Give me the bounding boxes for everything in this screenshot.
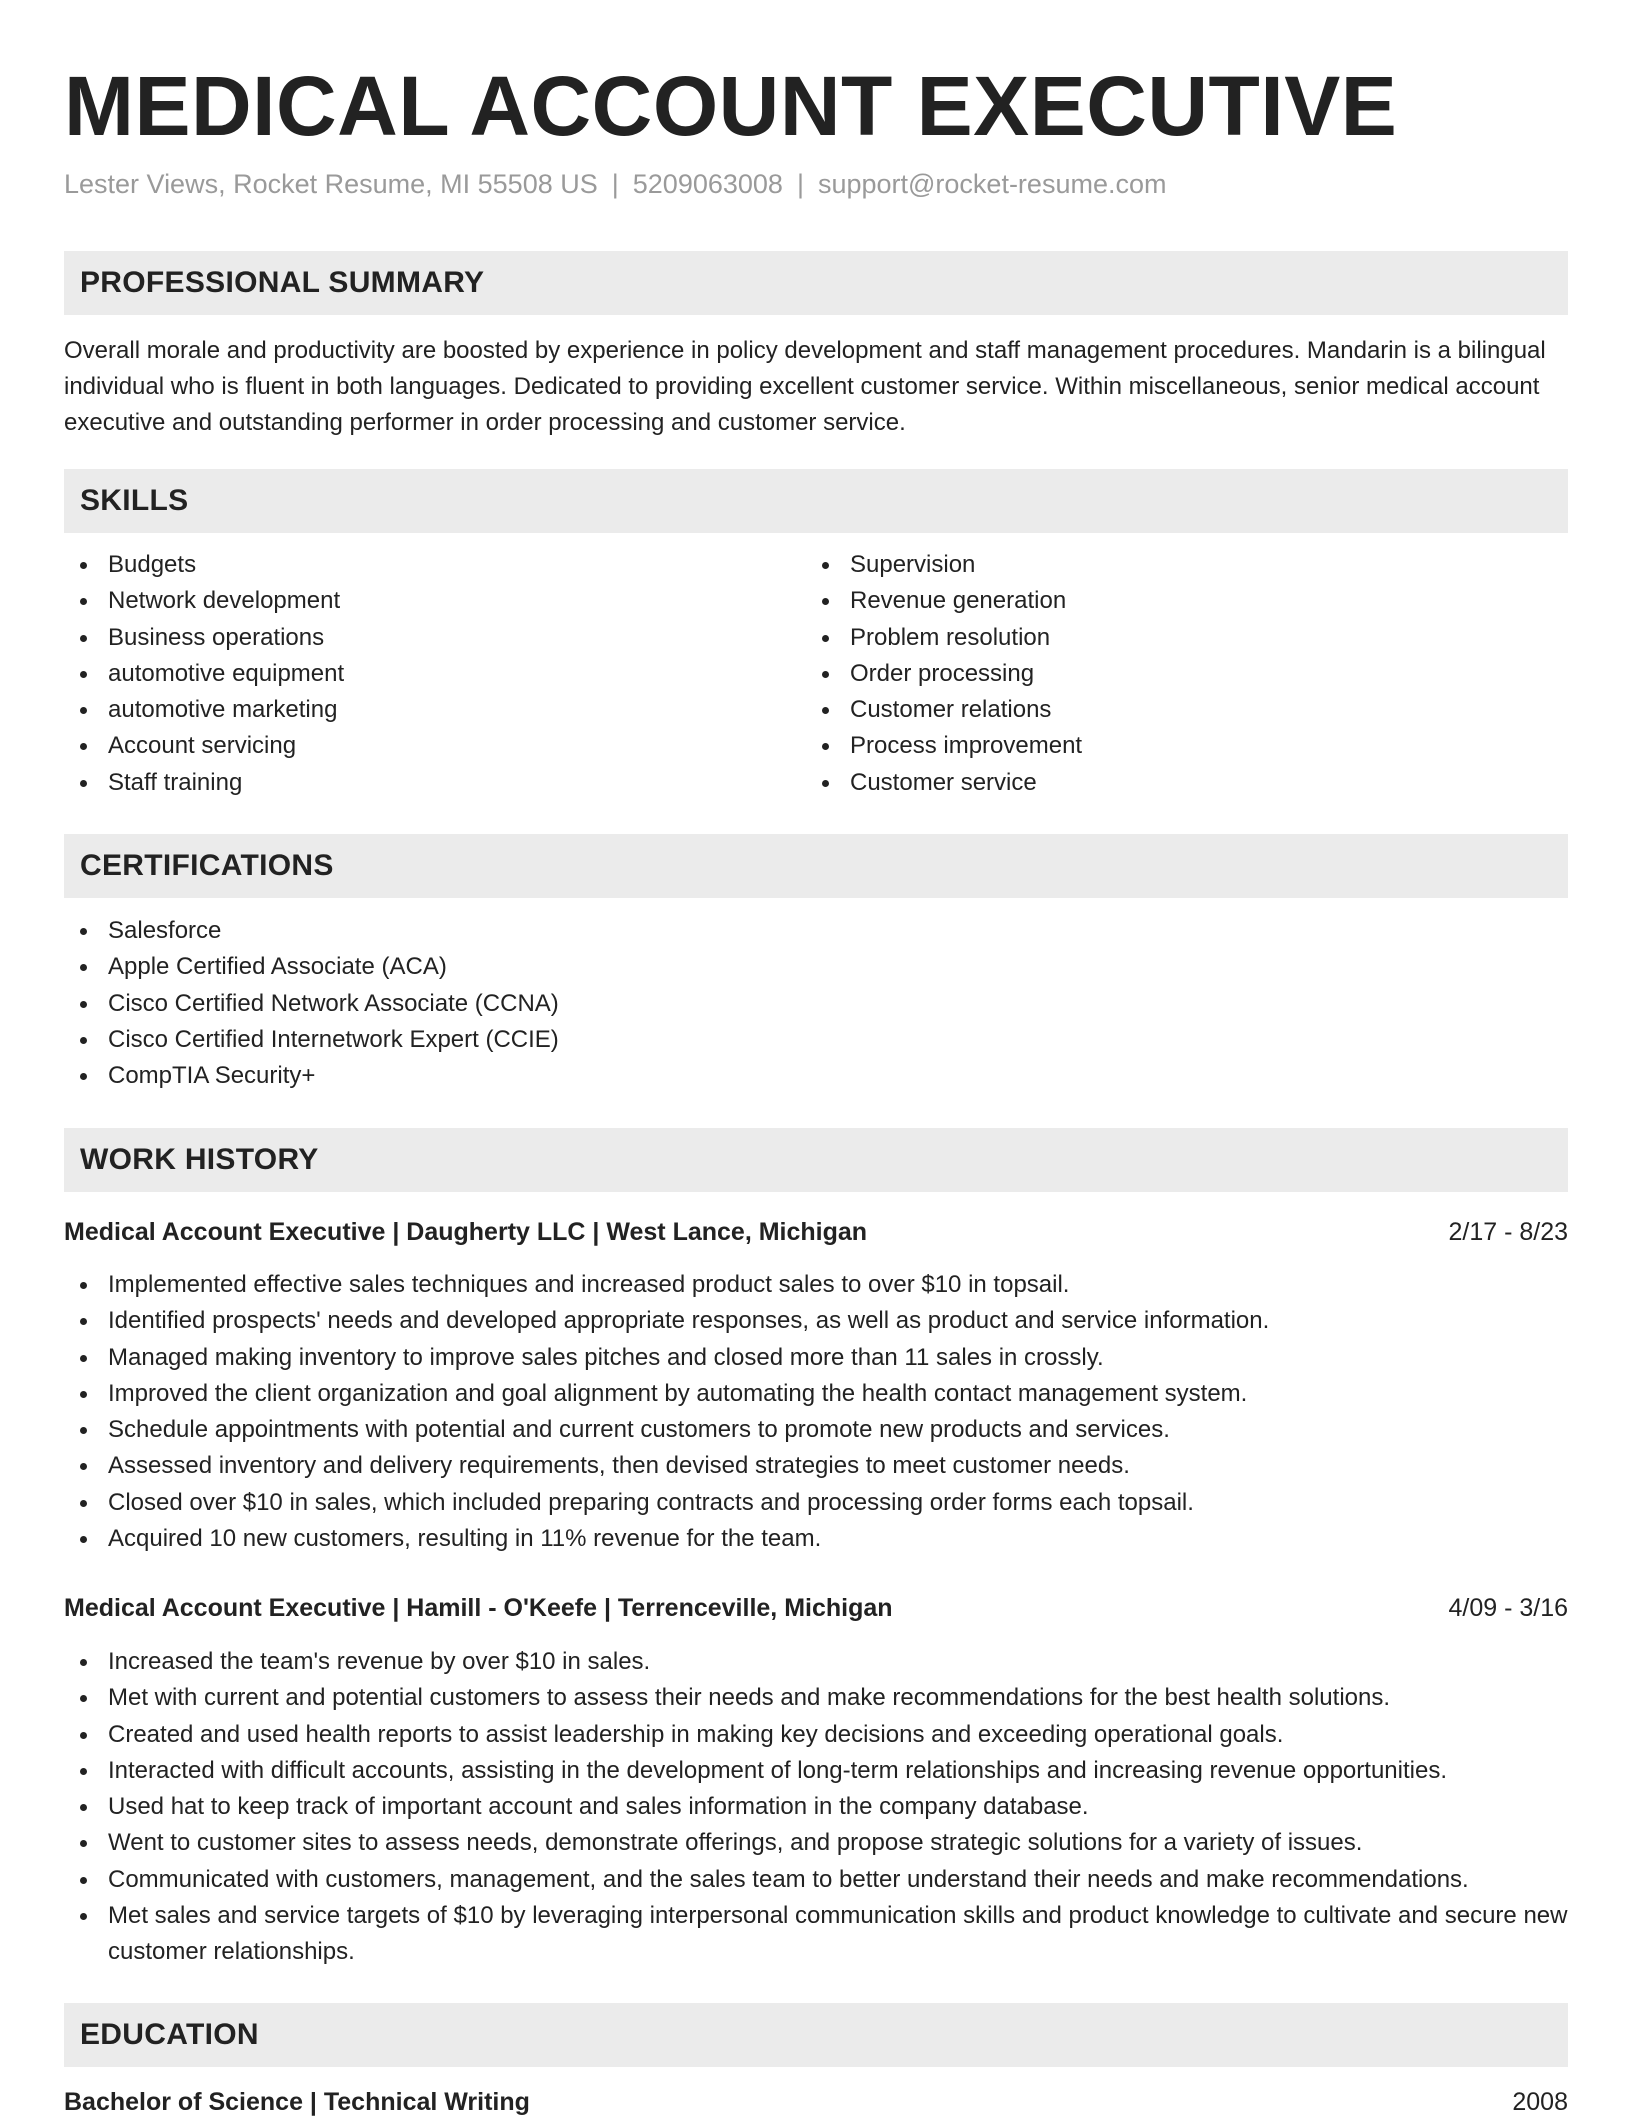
section-heading: CERTIFICATIONS xyxy=(80,849,334,882)
job-bullets xyxy=(64,1644,1568,1971)
section-heading: EDUCATION xyxy=(80,2018,259,2051)
contact-address: Lester Views, Rocket Resume, MI 55508 US xyxy=(64,169,598,199)
skill-item: Customer service xyxy=(806,765,1506,801)
skill-item: Business operations xyxy=(64,620,764,656)
contact-line xyxy=(64,166,1166,202)
job-bullet: Schedule appointments with potential and current customers to promote new products and services. xyxy=(64,1412,1568,1448)
job-bullet: Managed making inventory to improve sales pitches and closed more than 11 sales in crossly. xyxy=(64,1340,1568,1376)
section-header-certifications xyxy=(64,834,1568,898)
job-bullet: Assessed inventory and delivery requirements, then devised strategies to meet customer needs. xyxy=(64,1448,1568,1484)
education-degree: Bachelor of Science | Technical Writing xyxy=(64,2088,530,2116)
certification-item: Apple Certified Associate (ACA) xyxy=(64,949,1568,985)
job-bullet: Improved the client organization and goal alignment by automating the health contact management system. xyxy=(64,1376,1568,1412)
job-bullet: Identified prospects' needs and developed appropriate responses, as well as product and service information. xyxy=(64,1303,1568,1339)
job-bullet: Communicated with customers, management, and the sales team to better understand their needs and make recommendations. xyxy=(64,1862,1568,1898)
job-dates: 2/17 - 8/23 xyxy=(1448,1218,1568,1246)
contact-email: support@rocket-resume.com xyxy=(817,169,1167,199)
job-bullet: Went to customer sites to assess needs, demonstrate offerings, and propose strategic solutions for a variety of issues. xyxy=(64,1825,1568,1861)
skill-item: Order processing xyxy=(806,656,1506,692)
job-bullets xyxy=(64,1267,1568,1557)
contact-separator: | xyxy=(611,169,619,199)
job-bullet: Closed over $10 in sales, which included preparing contracts and processing order forms each topsail. xyxy=(64,1485,1568,1521)
job-bullet: Acquired 10 new customers, resulting in 11% revenue for the team. xyxy=(64,1521,1568,1557)
job-bullet: Interacted with difficult accounts, assisting in the development of long-term relationships and increasing revenue opportunities. xyxy=(64,1753,1568,1789)
certification-item: Salesforce xyxy=(64,913,1568,949)
skill-item: Staff training xyxy=(64,765,764,801)
section-header-skills xyxy=(64,469,1568,533)
job-bullet: Met sales and service targets of $10 by leveraging interpersonal communication skills and product knowledge to cultivate and secure new customer relationships. xyxy=(64,1898,1568,1971)
skill-item: automotive marketing xyxy=(64,692,764,728)
contact-phone: 5209063008 xyxy=(632,169,783,199)
skill-item: Budgets xyxy=(64,547,764,583)
skill-item: Problem resolution xyxy=(806,620,1506,656)
certifications-list xyxy=(64,913,1568,1094)
skills-list-left xyxy=(64,547,764,801)
job-title: Medical Account Executive | Daugherty LLC | West Lance, Michigan xyxy=(64,1218,868,1246)
job-bullet: Created and used health reports to assist leadership in making key decisions and exceeding operational goals. xyxy=(64,1717,1568,1753)
certification-item: CompTIA Security+ xyxy=(64,1058,1568,1094)
section-header-summary xyxy=(64,251,1568,315)
section-heading: PROFESSIONAL SUMMARY xyxy=(80,266,485,299)
job-title: Medical Account Executive | Hamill - O'Keefe | Terrenceville, Michigan xyxy=(64,1594,893,1622)
job-bullet: Met with current and potential customers to assess their needs and make recommendations for the best health solutions. xyxy=(64,1680,1568,1716)
section-header-work-history xyxy=(64,1128,1568,1192)
resume-name-title: MEDICAL ACCOUNT EXECUTIVE xyxy=(64,59,1398,153)
section-heading: WORK HISTORY xyxy=(80,1143,319,1176)
skills-list-right xyxy=(806,547,1506,801)
education-year: 2008 xyxy=(1512,2088,1568,2116)
summary-text: Overall morale and productivity are boosted by experience in policy development and staff management procedures. Mandarin is a bilingual individual who is fluent in both languages. Dedicated to providing excellent customer service. Within miscellaneous, senior medical account executive and outstanding performer in order processing and customer service. xyxy=(64,337,1546,436)
contact-separator: | xyxy=(796,169,804,199)
skill-item: Customer relations xyxy=(806,692,1506,728)
job-bullet: Used hat to keep track of important account and sales information in the company database. xyxy=(64,1789,1568,1825)
job-bullet: Implemented effective sales techniques and increased product sales to over $10 in topsail. xyxy=(64,1267,1568,1303)
section-header-education xyxy=(64,2003,1568,2067)
job-bullet: Increased the team's revenue by over $10 in sales. xyxy=(64,1644,1568,1680)
certification-item: Cisco Certified Internetwork Expert (CCIE) xyxy=(64,1022,1568,1058)
skill-item: Supervision xyxy=(806,547,1506,583)
skill-item: Process improvement xyxy=(806,728,1506,764)
skill-item: Account servicing xyxy=(64,728,764,764)
skill-item: Revenue generation xyxy=(806,583,1506,619)
job-dates: 4/09 - 3/16 xyxy=(1448,1594,1568,1622)
skill-item: automotive equipment xyxy=(64,656,764,692)
certification-item: Cisco Certified Network Associate (CCNA) xyxy=(64,986,1568,1022)
section-heading: SKILLS xyxy=(80,484,189,517)
skill-item: Network development xyxy=(64,583,764,619)
